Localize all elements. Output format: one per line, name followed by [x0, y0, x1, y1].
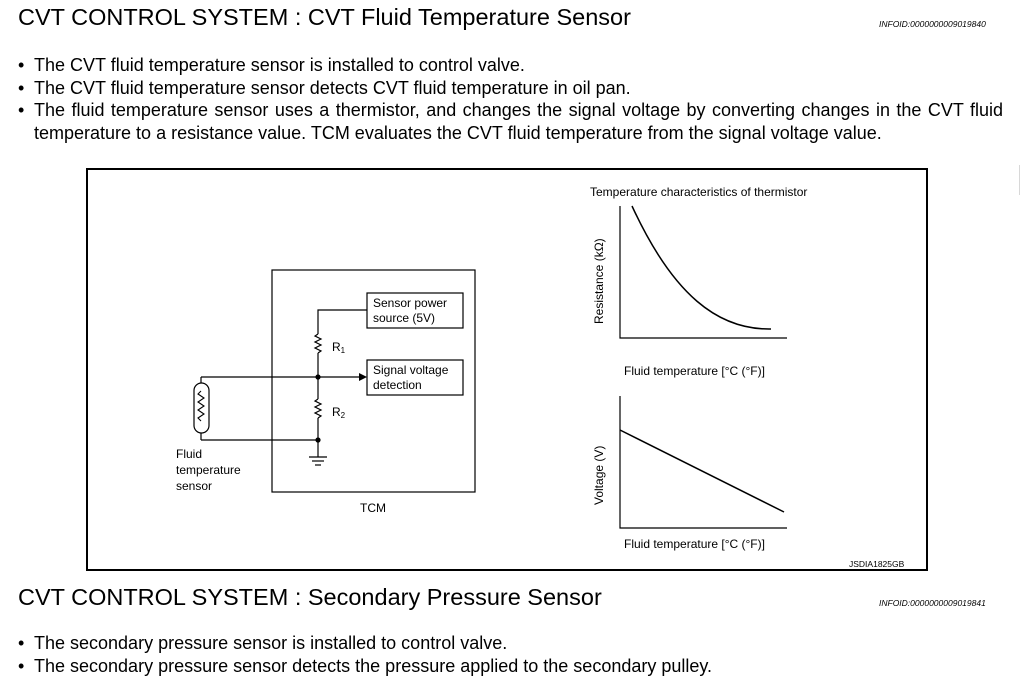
bullet-item: • The CVT fluid temperature sensor is installed to control valve. — [18, 54, 1003, 77]
figure-id: JSDIA1825GB — [849, 559, 905, 569]
resistance-axis-label: Resistance (kΩ) — [592, 238, 606, 324]
bullet-item: • The CVT fluid temperature sensor detects CVT fluid temperature in oil pan. — [18, 77, 1003, 100]
voltage-line — [620, 430, 784, 512]
bullet-item: • The secondary pressure sensor detects the pressure applied to the secondary pulley. — [18, 655, 1003, 678]
bullet-item: • The fluid temperature sensor uses a thermistor, and changes the signal voltage by converting changes in the CVT fluid temperature to a resistance value. TCM evaluates the CVT fluid temperature from the signal voltage value. — [18, 99, 1003, 144]
info-id-2: INFOID:0000000009019841 — [879, 598, 986, 608]
section-title-fluid-temperature-sensor: CVT CONTROL SYSTEM : CVT Fluid Temperature Sensor — [18, 4, 631, 30]
sensor-power-label-line1: Sensor power — [373, 296, 448, 310]
resistance-graph — [592, 206, 787, 378]
r1-label: R1 — [332, 340, 346, 355]
fluid-temp-axis-label-upper: Fluid temperature [°C (°F)] — [624, 364, 765, 378]
signal-voltage-label-line2: detection — [373, 378, 422, 392]
resistance-curve — [632, 206, 771, 329]
resistance-graph-axes — [620, 206, 787, 338]
voltage-axis-label: Voltage (V) — [592, 445, 606, 505]
r2-label: R2 — [332, 405, 346, 420]
info-id-1: INFOID:0000000009019840 — [879, 19, 986, 29]
thermistor-diagram — [88, 170, 930, 573]
fluid-temp-axis-label-lower: Fluid temperature [°C (°F)] — [624, 537, 765, 551]
fluid-sensor-label-line2: temperature — [176, 463, 241, 477]
tcm-label: TCM — [360, 501, 386, 515]
voltage-graph — [592, 396, 787, 551]
bullet-list-secondary-pressure — [18, 632, 1003, 677]
junction-dot — [315, 374, 320, 379]
fluid-sensor-label-line3: sensor — [176, 479, 213, 493]
signal-arrow-icon — [359, 373, 367, 381]
scrollbar-edge[interactable] — [1019, 165, 1024, 195]
bullet-list-fluid-temperature — [18, 54, 1003, 144]
thermistor-resistor-icon — [198, 391, 204, 421]
circuit-wiring — [201, 310, 367, 465]
sensor-power-label-line2: source (5V) — [373, 311, 436, 325]
junction-dot — [315, 437, 320, 442]
signal-voltage-label-line1: Signal voltage — [373, 363, 449, 377]
voltage-graph-axes — [620, 396, 787, 528]
graph-title: Temperature characteristics of thermistor — [590, 185, 808, 199]
thermistor-diagram-figure — [86, 168, 928, 571]
fluid-sensor-label-line1: Fluid — [176, 447, 203, 461]
section-title-secondary-pressure-sensor: CVT CONTROL SYSTEM : Secondary Pressure Sensor — [18, 584, 602, 610]
bullet-item: • The secondary pressure sensor is installed to control valve. — [18, 632, 1003, 655]
